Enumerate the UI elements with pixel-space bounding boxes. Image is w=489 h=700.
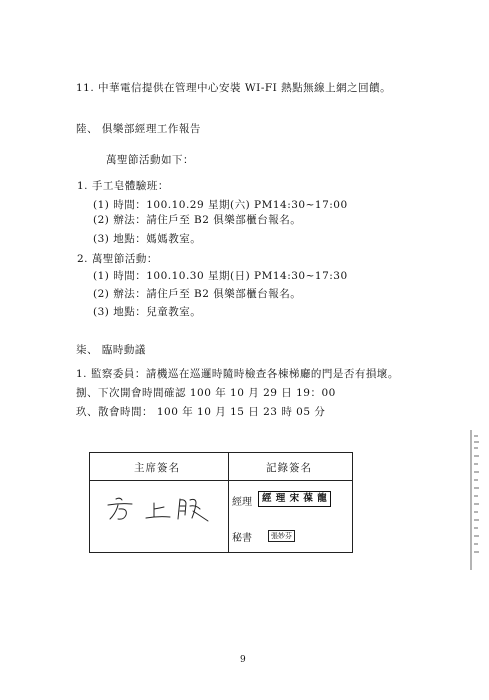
binding-edge-marks <box>462 430 482 570</box>
table-divider-vertical <box>228 453 229 552</box>
page-number: 9 <box>240 655 246 665</box>
activity-2-method: (2) 辦法：請住戶至 B2 俱樂部櫃台報名。 <box>93 288 302 300</box>
item-11: 11. 中華電信提供在管理中心安裝 WI-FI 熱點無線上網之回饋。 <box>76 82 392 94</box>
activity-1-method: (2) 辦法：請住戶至 B2 俱樂部櫃台報名。 <box>93 214 302 226</box>
signature-table <box>89 452 353 553</box>
section-6-title: 陸、 俱樂部經理工作報告 <box>76 123 201 135</box>
activity-2-place: (3) 地點：兒童教室。 <box>93 306 202 318</box>
chair-signature-header: 主席簽名 <box>134 462 180 474</box>
manager-label: 經理 <box>232 497 252 508</box>
section-8-next-meeting: 捌、下次開會時間確認 100 年 10 月 29 日 19：00 <box>76 387 336 399</box>
activity-2-title: 2. 萬聖節活動： <box>77 253 158 265</box>
manager-name-stamp: 經 理 宋 葆 龍 <box>258 491 331 507</box>
recorder-signature-header: 記錄簽名 <box>266 462 312 474</box>
motion-1: 1. 監察委員：請機巡在巡邏時隨時檢查各棟梯廳的門是否有損壞。 <box>76 368 399 380</box>
chair-handwritten-signature <box>104 491 214 526</box>
section-7-title: 柒、 臨時動議 <box>76 344 146 356</box>
halloween-intro: 萬聖節活動如下： <box>106 154 194 166</box>
secretary-label: 秘書 <box>232 533 252 544</box>
activity-1-title: 1. 手工皂體驗班： <box>77 180 169 192</box>
section-9-adjourn-time: 玖、散會時間： 100 年 10 月 15 日 23 時 05 分 <box>76 406 326 418</box>
activity-1-place: (3) 地點：媽媽教室。 <box>93 233 202 245</box>
activity-1-time: (1) 時間：100.10.29 星期(六) PM14:30~17:00 <box>93 199 348 211</box>
table-divider-horizontal <box>90 480 352 481</box>
secretary-name-stamp: 張妙芬 <box>268 530 295 542</box>
activity-2-time: (1) 時間：100.10.30 星期(日) PM14:30~17:30 <box>93 270 348 282</box>
